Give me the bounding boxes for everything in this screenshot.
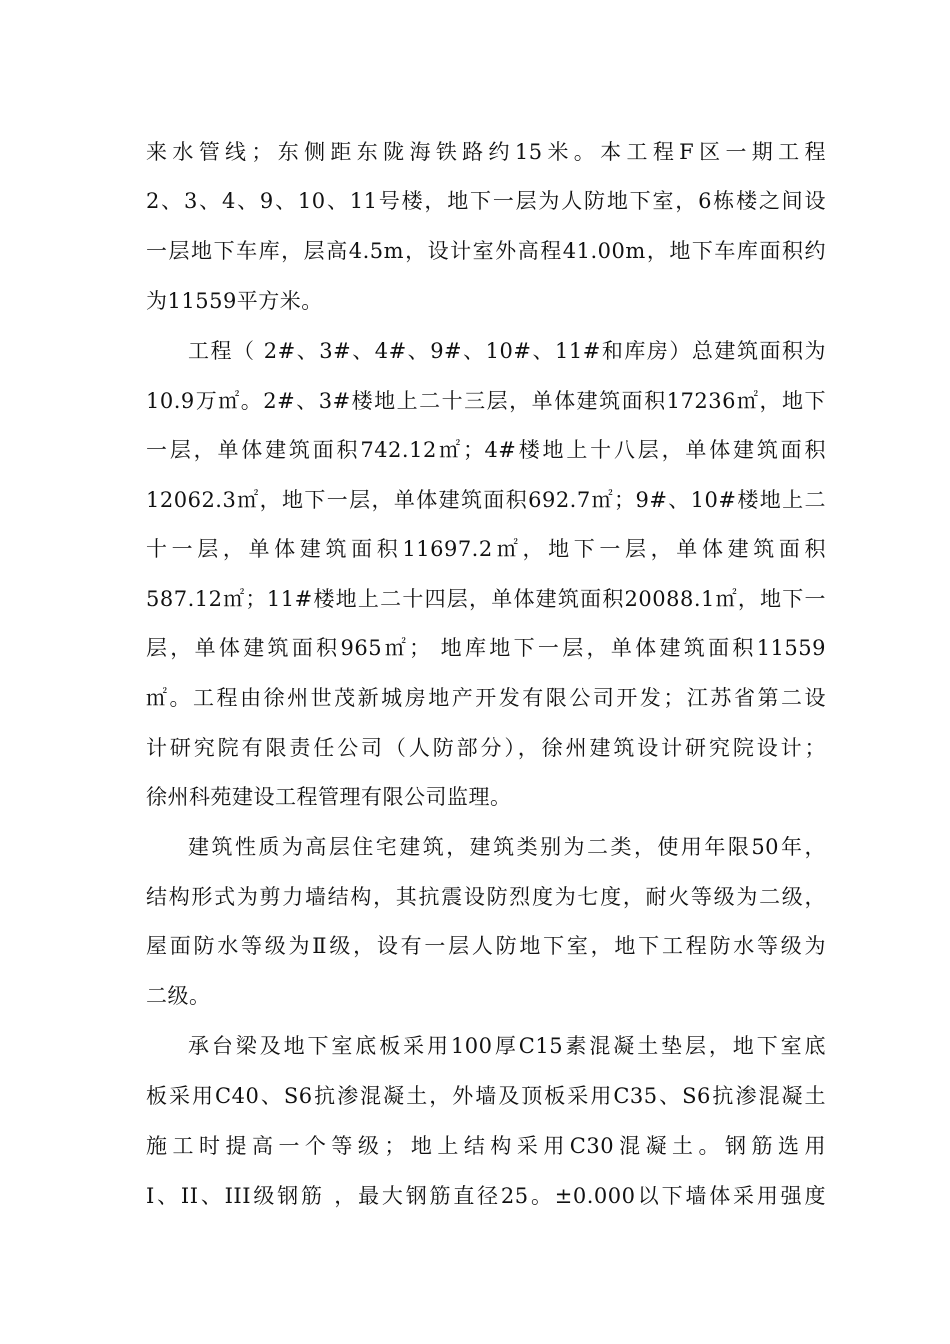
text-line: 12062.3㎡，地下一层，单体建筑面积692.7㎡；9#、10#楼地上二 [146, 488, 826, 512]
text-line: 587.12㎡；11#楼地上二十四层，单体建筑面积20088.1㎡，地下一 [146, 587, 826, 611]
text-line: 板采用C40、S6抗渗混凝土，外墙及顶板采用C35、S6抗渗混凝土 [146, 1084, 826, 1108]
text-line: 二级。 [146, 984, 211, 1008]
text-line: 屋面防水等级为Ⅱ级，设有一层人防地下室，地下工程防水等级为 [146, 934, 826, 958]
text-line: 层，单体建筑面积965㎡； 地库地下一层，单体建筑面积11559 [146, 636, 826, 660]
text-line: 结构形式为剪力墙结构，其抗震设防烈度为七度，耐火等级为二级， [146, 885, 826, 909]
text-line: 10.9万㎡。2#、3#楼地上二十三层，单体建筑面积17236㎡，地下 [146, 389, 826, 413]
text-line: 施工时提高一个等级；地上结构采用C30混凝土。钢筋选用 [146, 1134, 826, 1158]
text-line: 徐州科苑建设工程管理有限公司监理。 [146, 785, 512, 809]
text-line: I、II、III级钢筋 ，最大钢筋直径25。±0.000以下墙体采用强度 [146, 1184, 826, 1208]
text-line: 2、3、4、9、10、11号楼，地下一层为人防地下室，6栋楼之间设 [146, 189, 826, 213]
text-line: 为11559平方米。 [146, 289, 323, 313]
text-line: ㎡。工程由徐州世茂新城房地产开发有限公司开发；江苏省第二设 [146, 686, 826, 710]
text-line: 计研究院有限责任公司（人防部分），徐州建筑设计研究院设计； [146, 736, 826, 760]
text-line: 一层，单体建筑面积742.12㎡；4#楼地上十八层，单体建筑面积 [146, 438, 826, 462]
text-line: 一层地下车库，层高4.5m，设计室外高程41.00m，地下车库面积约 [146, 239, 826, 263]
text-line: 十一层，单体建筑面积11697.2㎡，地下一层，单体建筑面积 [146, 537, 826, 561]
paragraph-first-line: 工程（ 2#、3#、4#、9#、10#、11#和库房）总建筑面积为 [188, 339, 826, 363]
paragraph-first-line: 承台梁及地下室底板采用100厚C15素混凝土垫层，地下室底 [188, 1034, 826, 1058]
text-line: 来水管线；东侧距东陇海铁路约15米。本工程F区一期工程 [146, 140, 826, 164]
paragraph-first-line: 建筑性质为高层住宅建筑，建筑类别为二类，使用年限50年， [188, 835, 826, 859]
